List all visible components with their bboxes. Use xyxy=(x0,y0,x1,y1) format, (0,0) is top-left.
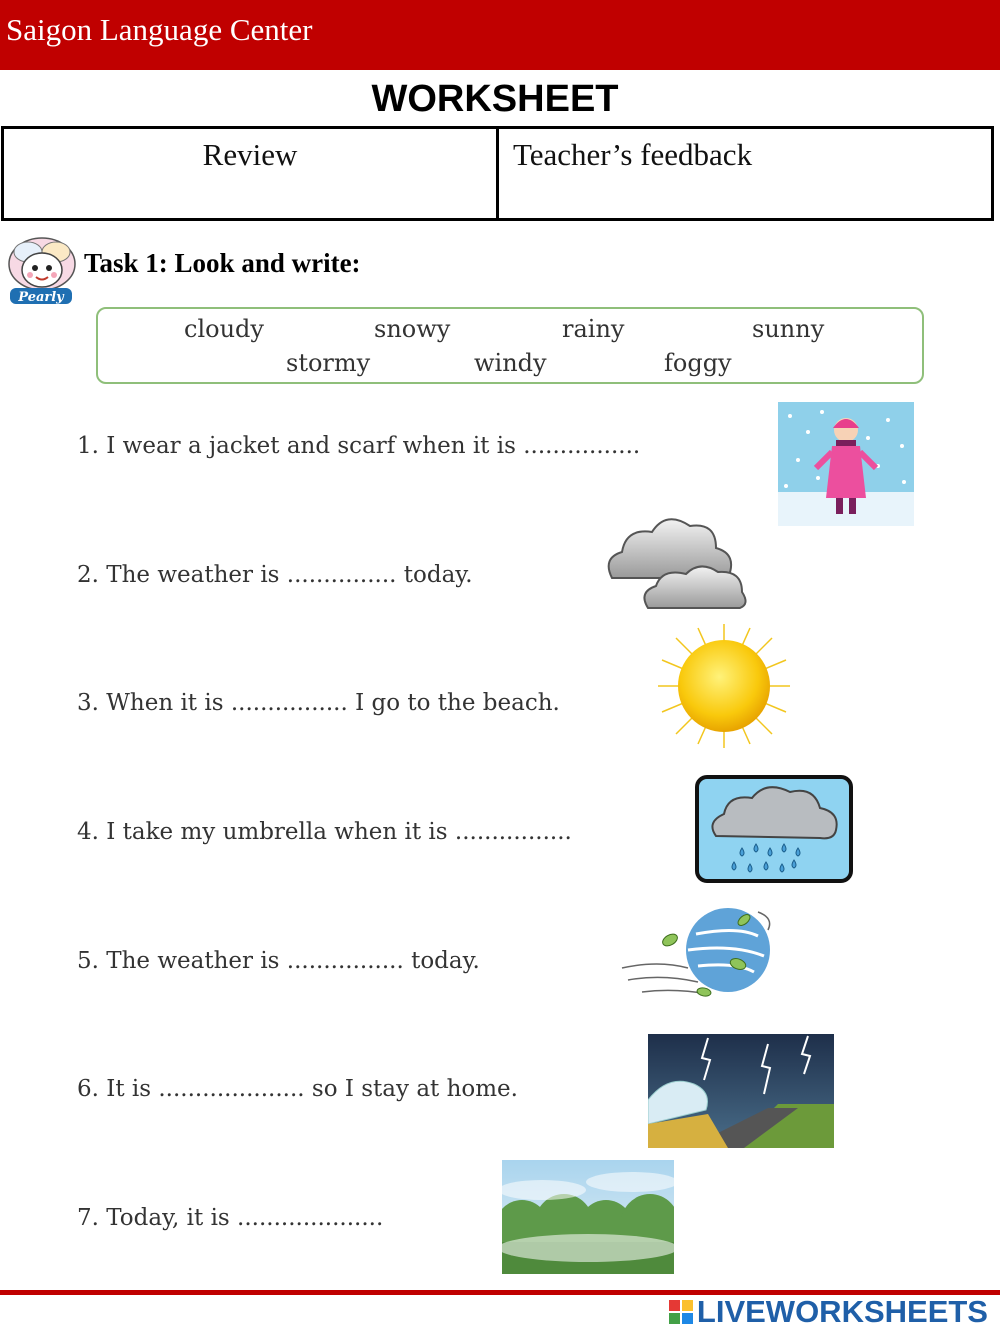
question-1: 1. I wear a jacket and scarf when it is ................ xyxy=(77,433,641,459)
rain-cloud-picture xyxy=(694,774,854,884)
snowy-girl-picture xyxy=(778,402,914,526)
question-3: 3. When it is ................ I go to the beach. xyxy=(77,690,560,716)
pearly-mascot-icon xyxy=(4,236,78,308)
feedback-cell xyxy=(499,129,991,218)
task-title: Task 1: Look and write: xyxy=(84,248,361,278)
clouds-picture xyxy=(592,508,750,614)
wind-picture xyxy=(618,906,776,1002)
org-name: Saigon Language Center xyxy=(6,12,313,47)
storm-picture xyxy=(648,1034,834,1148)
liveworksheets-brand: LIVEWORKSHEETS xyxy=(696,1294,988,1329)
review-cell xyxy=(4,129,499,218)
word-bank xyxy=(96,307,924,384)
review-table xyxy=(1,126,994,221)
feedback-label: Teacher’s feedback xyxy=(513,137,753,172)
question-7: 7. Today, it is .................... xyxy=(77,1205,384,1231)
question-5: 5. The weather is ................ today. xyxy=(77,948,480,974)
question-4: 4. I take my umbrella when it is ................ xyxy=(77,819,572,845)
question-6: 6. It is .................... so I stay at home. xyxy=(77,1076,518,1102)
word-bank-item: cloudy xyxy=(184,315,264,343)
worksheet-title: WORKSHEET xyxy=(371,78,619,120)
question-2: 2. The weather is ............... today. xyxy=(77,562,473,588)
word-bank-item: sunny xyxy=(752,315,825,343)
liveworksheets-squares-icon xyxy=(669,1300,693,1324)
word-bank-item: snowy xyxy=(374,315,451,343)
word-bank-item: stormy xyxy=(286,349,371,377)
fog-picture xyxy=(502,1160,674,1274)
review-label: Review xyxy=(202,137,298,172)
header-bar xyxy=(0,0,1000,70)
word-bank-item: rainy xyxy=(562,315,625,343)
word-bank-item: windy xyxy=(474,349,547,377)
sun-picture xyxy=(652,620,796,752)
mascot-logo-text: Pearly xyxy=(18,290,64,305)
liveworksheets-logo xyxy=(669,1294,988,1330)
word-bank-item: foggy xyxy=(664,349,732,377)
